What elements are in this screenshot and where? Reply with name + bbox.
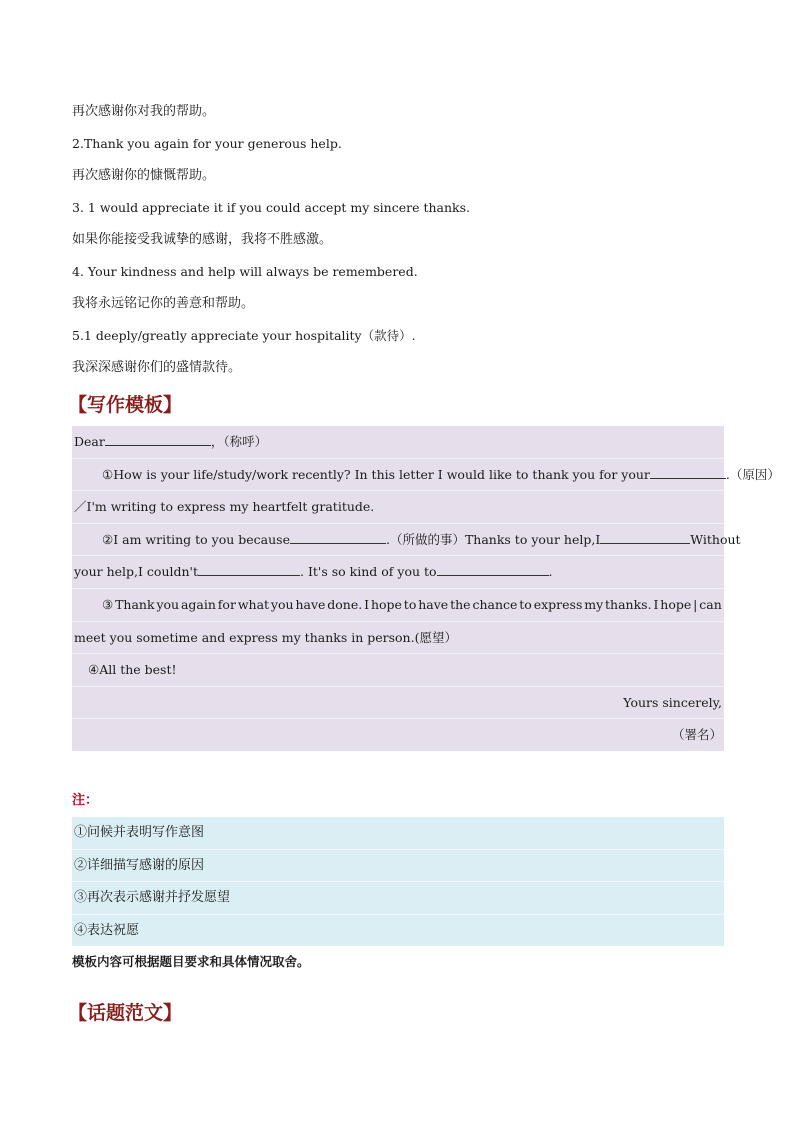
template-p2-line2	[72, 556, 724, 589]
p2-text-a: ②I am writing to you because	[102, 531, 290, 547]
blank-reason	[650, 466, 726, 479]
intro-line-1: 再次感谢你对我的帮助。	[72, 104, 216, 119]
note-remark: 模板内容可根据题目要求和具体情况取舍。	[72, 954, 310, 970]
blank-result	[600, 531, 690, 544]
p3-word: you	[156, 596, 180, 612]
template-p4: ④All the best!	[72, 654, 724, 687]
template-box	[72, 426, 780, 751]
p3-word: chance	[472, 596, 518, 612]
intro-line-7: 我将永远铭记你的善意和帮助。	[72, 296, 255, 311]
p2-text-f: .	[548, 564, 553, 580]
intro-line-9: 我深深感谢你们的盛情款待。	[72, 360, 242, 375]
blank-couldnt	[198, 563, 300, 576]
p3-word: my	[584, 596, 604, 612]
p3-word: have	[418, 596, 449, 612]
p3-word: express	[533, 596, 583, 612]
p2-text-d: your help,I couldn't	[74, 564, 199, 580]
p3-word: hope	[660, 596, 692, 612]
template-p1-line1	[72, 459, 780, 492]
blank-name	[105, 433, 211, 446]
template-p3-line1	[72, 589, 724, 622]
p3-word: I	[364, 596, 370, 612]
template-salutation	[72, 426, 724, 459]
intro-line-2: 2.Thank you again for your generous help.	[72, 136, 342, 151]
p2-text-b: .（所做的事）Thanks to your help,I	[385, 531, 601, 547]
dear-text: Dear	[74, 434, 105, 449]
p3-word: have	[295, 596, 326, 612]
p3-word: again	[180, 596, 216, 612]
document-page	[68, 96, 780, 1034]
template-section-title: 【写作模板】	[68, 394, 183, 416]
dear-suffix: ，（称呼）	[210, 434, 268, 449]
p3-word: the	[450, 596, 471, 612]
intro-line-6: 4. Your kindness and help will always be remembered.	[72, 264, 418, 279]
p3-word: can	[699, 596, 722, 612]
intro-line-4: 3. 1 would appreciate it if you could accept my sincere thanks.	[72, 200, 470, 215]
note-label: 注：	[72, 792, 99, 808]
blank-because	[290, 531, 386, 544]
p2-text-e: . It's so kind of you to	[300, 564, 437, 580]
template-p1-line2: ／I'm writing to express my heartfelt gratitude.	[72, 491, 724, 524]
note-item-1: ①问候并表明写作意图	[72, 817, 724, 850]
note-item-4: ④表达祝愿	[74, 922, 140, 938]
p3-word: what	[237, 596, 270, 612]
blank-kind	[437, 563, 549, 576]
p3-word: hope	[370, 596, 402, 612]
template-closing: Yours sincerely,	[72, 687, 724, 720]
p2-text-c: Without	[690, 531, 741, 547]
p3-word: I	[653, 596, 659, 612]
p1-text-a: ①How is your life/study/work recently? In this letter I would like to thank you for your	[102, 466, 650, 482]
template-signature: （署名）	[671, 727, 722, 743]
p3-word: to	[519, 596, 532, 612]
intro-line-3: 再次感谢你的慷慨帮助。	[72, 168, 216, 183]
note-item-2: ②详细描写感谢的原因	[72, 850, 724, 883]
note-box	[72, 817, 724, 946]
p3-word: |	[693, 596, 698, 612]
p3-word: for	[217, 596, 236, 612]
p3-word: done.	[327, 596, 363, 612]
p1-text-b: .（原因）	[725, 466, 780, 482]
sample-section-title: 【话题范文】	[68, 1002, 183, 1025]
p3-word: ③	[102, 596, 114, 612]
p3-word: Thank	[115, 596, 155, 612]
p3-word: thanks.	[605, 596, 652, 612]
template-p2-line1	[72, 524, 741, 557]
p3-word: to	[403, 596, 417, 612]
p3-word: you	[270, 596, 294, 612]
intro-line-5: 如果你能接受我诚挚的感谢，我将不胜感激。	[72, 232, 333, 247]
template-p3-line2: meet you sometime and express my thanks in person.(愿望）	[72, 622, 724, 655]
note-item-3: ③再次表示感谢并抒发愿望	[72, 882, 724, 915]
intro-line-8: 5.1 deeply/greatly appreciate your hospitality（款待）.	[72, 328, 416, 343]
